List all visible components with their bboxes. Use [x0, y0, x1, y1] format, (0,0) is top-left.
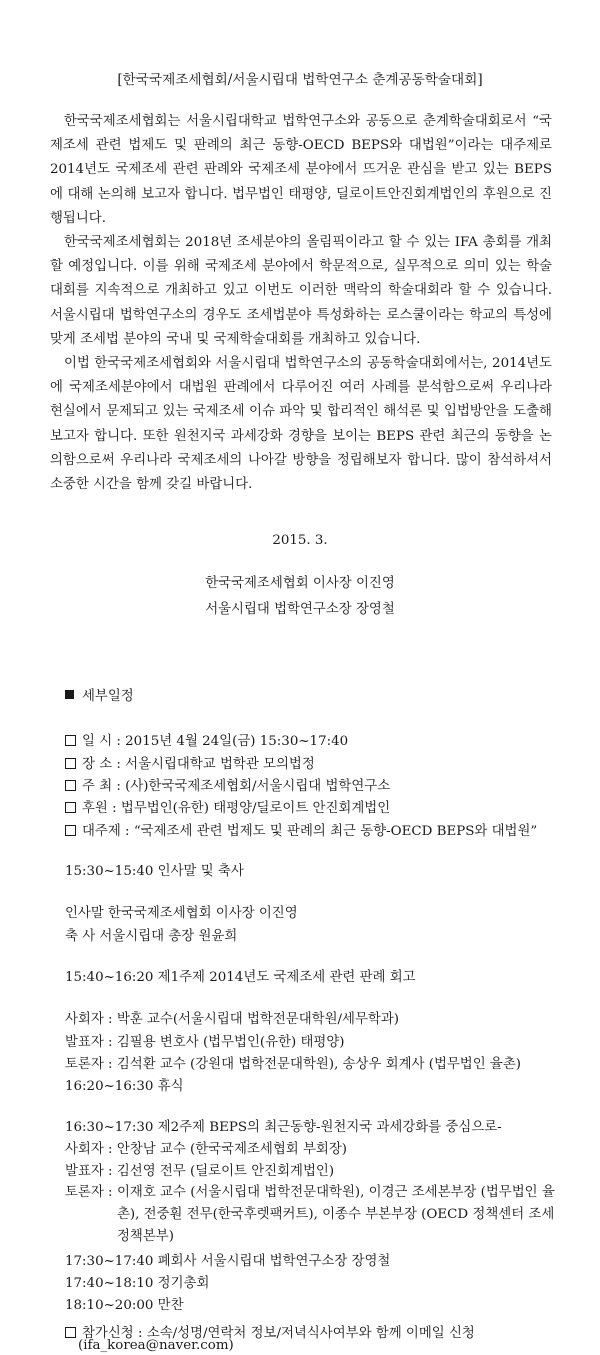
schedule-heading-label: 세부일정 — [82, 689, 134, 704]
discussant-label: 토론자 : — [65, 1185, 113, 1200]
session-topic-2: 16:30~17:30 제2주제 BEPS의 최근동향-원천지국 과세강화를 중심으로- — [65, 1120, 502, 1135]
opening-congrats: 축 사 서울시립대 총장 원윤희 — [65, 929, 238, 944]
registration-info: 참가신청 : 소속/성명/연락처 정보/저녁식사여부와 함께 이메일 신청 — [65, 1322, 565, 1341]
checkbox-square-icon — [65, 758, 76, 769]
info-datetime: 일 시 : 2015년 4월 24일(금) 15:30~17:40 — [65, 730, 565, 749]
topic-2-moderator: 사회자 : 안창남 교수 (한국국제조세협회 부회장) — [65, 1142, 348, 1157]
info-theme: 대주제 : “국제조세 관련 법제도 및 판례의 최근 동향-OECD BEPS와 대법원” — [65, 820, 565, 839]
schedule-heading — [65, 685, 565, 704]
topic-1-discussant: 토론자 : 김석환 교수 (강원대 법학전문대학원), 송상우 회계사 (법무법인 율촌) — [65, 1057, 522, 1072]
checkbox-square-icon — [65, 780, 76, 791]
checkbox-square-icon — [65, 735, 76, 746]
topic-2-discussant — [65, 1182, 563, 1248]
topic-1-moderator: 사회자 : 박훈 교수(서울시립대 법학전문대학원/세무학과) — [65, 1012, 400, 1027]
discussant-list: 이재호 교수 (서울시립대 법학전문대학원), 이경근 조세본부장 (법무법인 율촌), 전중훤 전무(한국후렛팩커트), 이종수 부본부장 (OECD 정책센터 조세정책본부) — [117, 1185, 555, 1244]
info-venue: 장 소 : 서울시립대학교 법학관 모의법정 — [65, 753, 565, 772]
intro-paragraph-2: 한국국제조세협회는 2018년 조세분야의 올림픽이라고 할 수 있는 IFA 총회를 개최할 예정입니다. 이를 위해 국제조세 분야에서 학문적으로, 실무적으로 의미 있는 학술대회를 지속적으로 개최하고 있고 이번도 이러한 맥락의 학술대회라 할 수 있습니다. 서울시립대 법학연구소의 경우도 조세법분야 특성화하는 로스쿨이라는 학교의 특성에 맞게 조세법 분야의 국내 및 국제학술대회를 개최하고 있습니다. — [50, 235, 552, 347]
topic-2-presenter: 발표자 : 김선영 전무 (딜로이트 안진회계법인) — [65, 1164, 335, 1179]
intro-paragraph-1: 한국국제조세협회는 서울시립대학교 법학연구소와 공동으로 춘계학술대회로서 “국제조세 관련 법제도 및 판례의 최근 동향-OECD BEPS와 대법원”이라는 대주제로 2014년도 국제조세 관련 판례와 국제조세 분야에서 뜨거운 관심을 받고 있는 BEPS에 대해 논의해 보고자 합니다. 법무법인 태평양, 딜로이트안진회계법인의 후원으로 진행됩니다. — [50, 114, 552, 226]
session-topic-1: 15:40~16:20 제1주제 2014년도 국제조세 관련 판례 회고 — [65, 970, 416, 985]
intro-text — [50, 110, 552, 497]
signer-2: 서울시립대 법학연구소장 장영철 — [205, 602, 395, 617]
info-sponsor: 후원 : 법무법인(유한) 태평양/딜로이트 안진회계법인 — [65, 797, 565, 816]
registration-email[interactable]: (ifa_korea@naver.com) — [78, 1338, 234, 1353]
document-date: 2015. 3. — [272, 533, 328, 548]
opening-greeting: 인사말 한국국제조세협회 이사장 이진영 — [65, 906, 298, 921]
break: 16:20~16:30 휴식 — [65, 1079, 184, 1094]
closing-remarks: 17:30~17:40 폐회사 서울시립대 법학연구소장 장영철 — [65, 1254, 391, 1269]
info-host: 주 최 : (사)한국국제조세협회/서울시립대 법학연구소 — [65, 775, 565, 794]
checkbox-square-icon — [65, 825, 76, 836]
dinner: 18:10~20:00 만찬 — [65, 1298, 184, 1313]
topic-1-presenter: 발표자 : 김필용 변호사 (법무법인(유한) 태평양) — [65, 1035, 345, 1050]
general-meeting: 17:40~18:10 정기총회 — [65, 1276, 210, 1291]
black-square-icon — [65, 690, 74, 699]
checkbox-square-icon — [65, 1327, 76, 1338]
signer-1: 한국국제조세협회 이사장 이진영 — [205, 576, 395, 591]
intro-paragraph-3: 이법 한국국제조세협회와 서울시립대 법학연구소의 공동학술대회에서는, 2014년도에 국제조세분야에서 대법원 판례에서 다루어진 여러 사례를 분석함으로써 우리나라 현실에서 문제되고 있는 국제조세 이슈 파악 및 합리적인 해석론 및 입법방안을 도출해 보고자 합니다. 또한 원천지국 과세강화 경향을 보이는 BEPS 관련 최근의 동향을 논의함으로써 우리나라 국제조세의 나아갈 방향을 정립해보자 합니다. 많이 참석하셔서 소중한 시간을 함께 갖길 바랍니다. — [50, 356, 552, 493]
session-opening: 15:30~15:40 인사말 및 축사 — [65, 864, 244, 879]
checkbox-square-icon — [65, 802, 76, 813]
document-title: [한국국제조세협회/서울시립대 법학연구소 춘계공동학술대회] — [117, 72, 483, 88]
